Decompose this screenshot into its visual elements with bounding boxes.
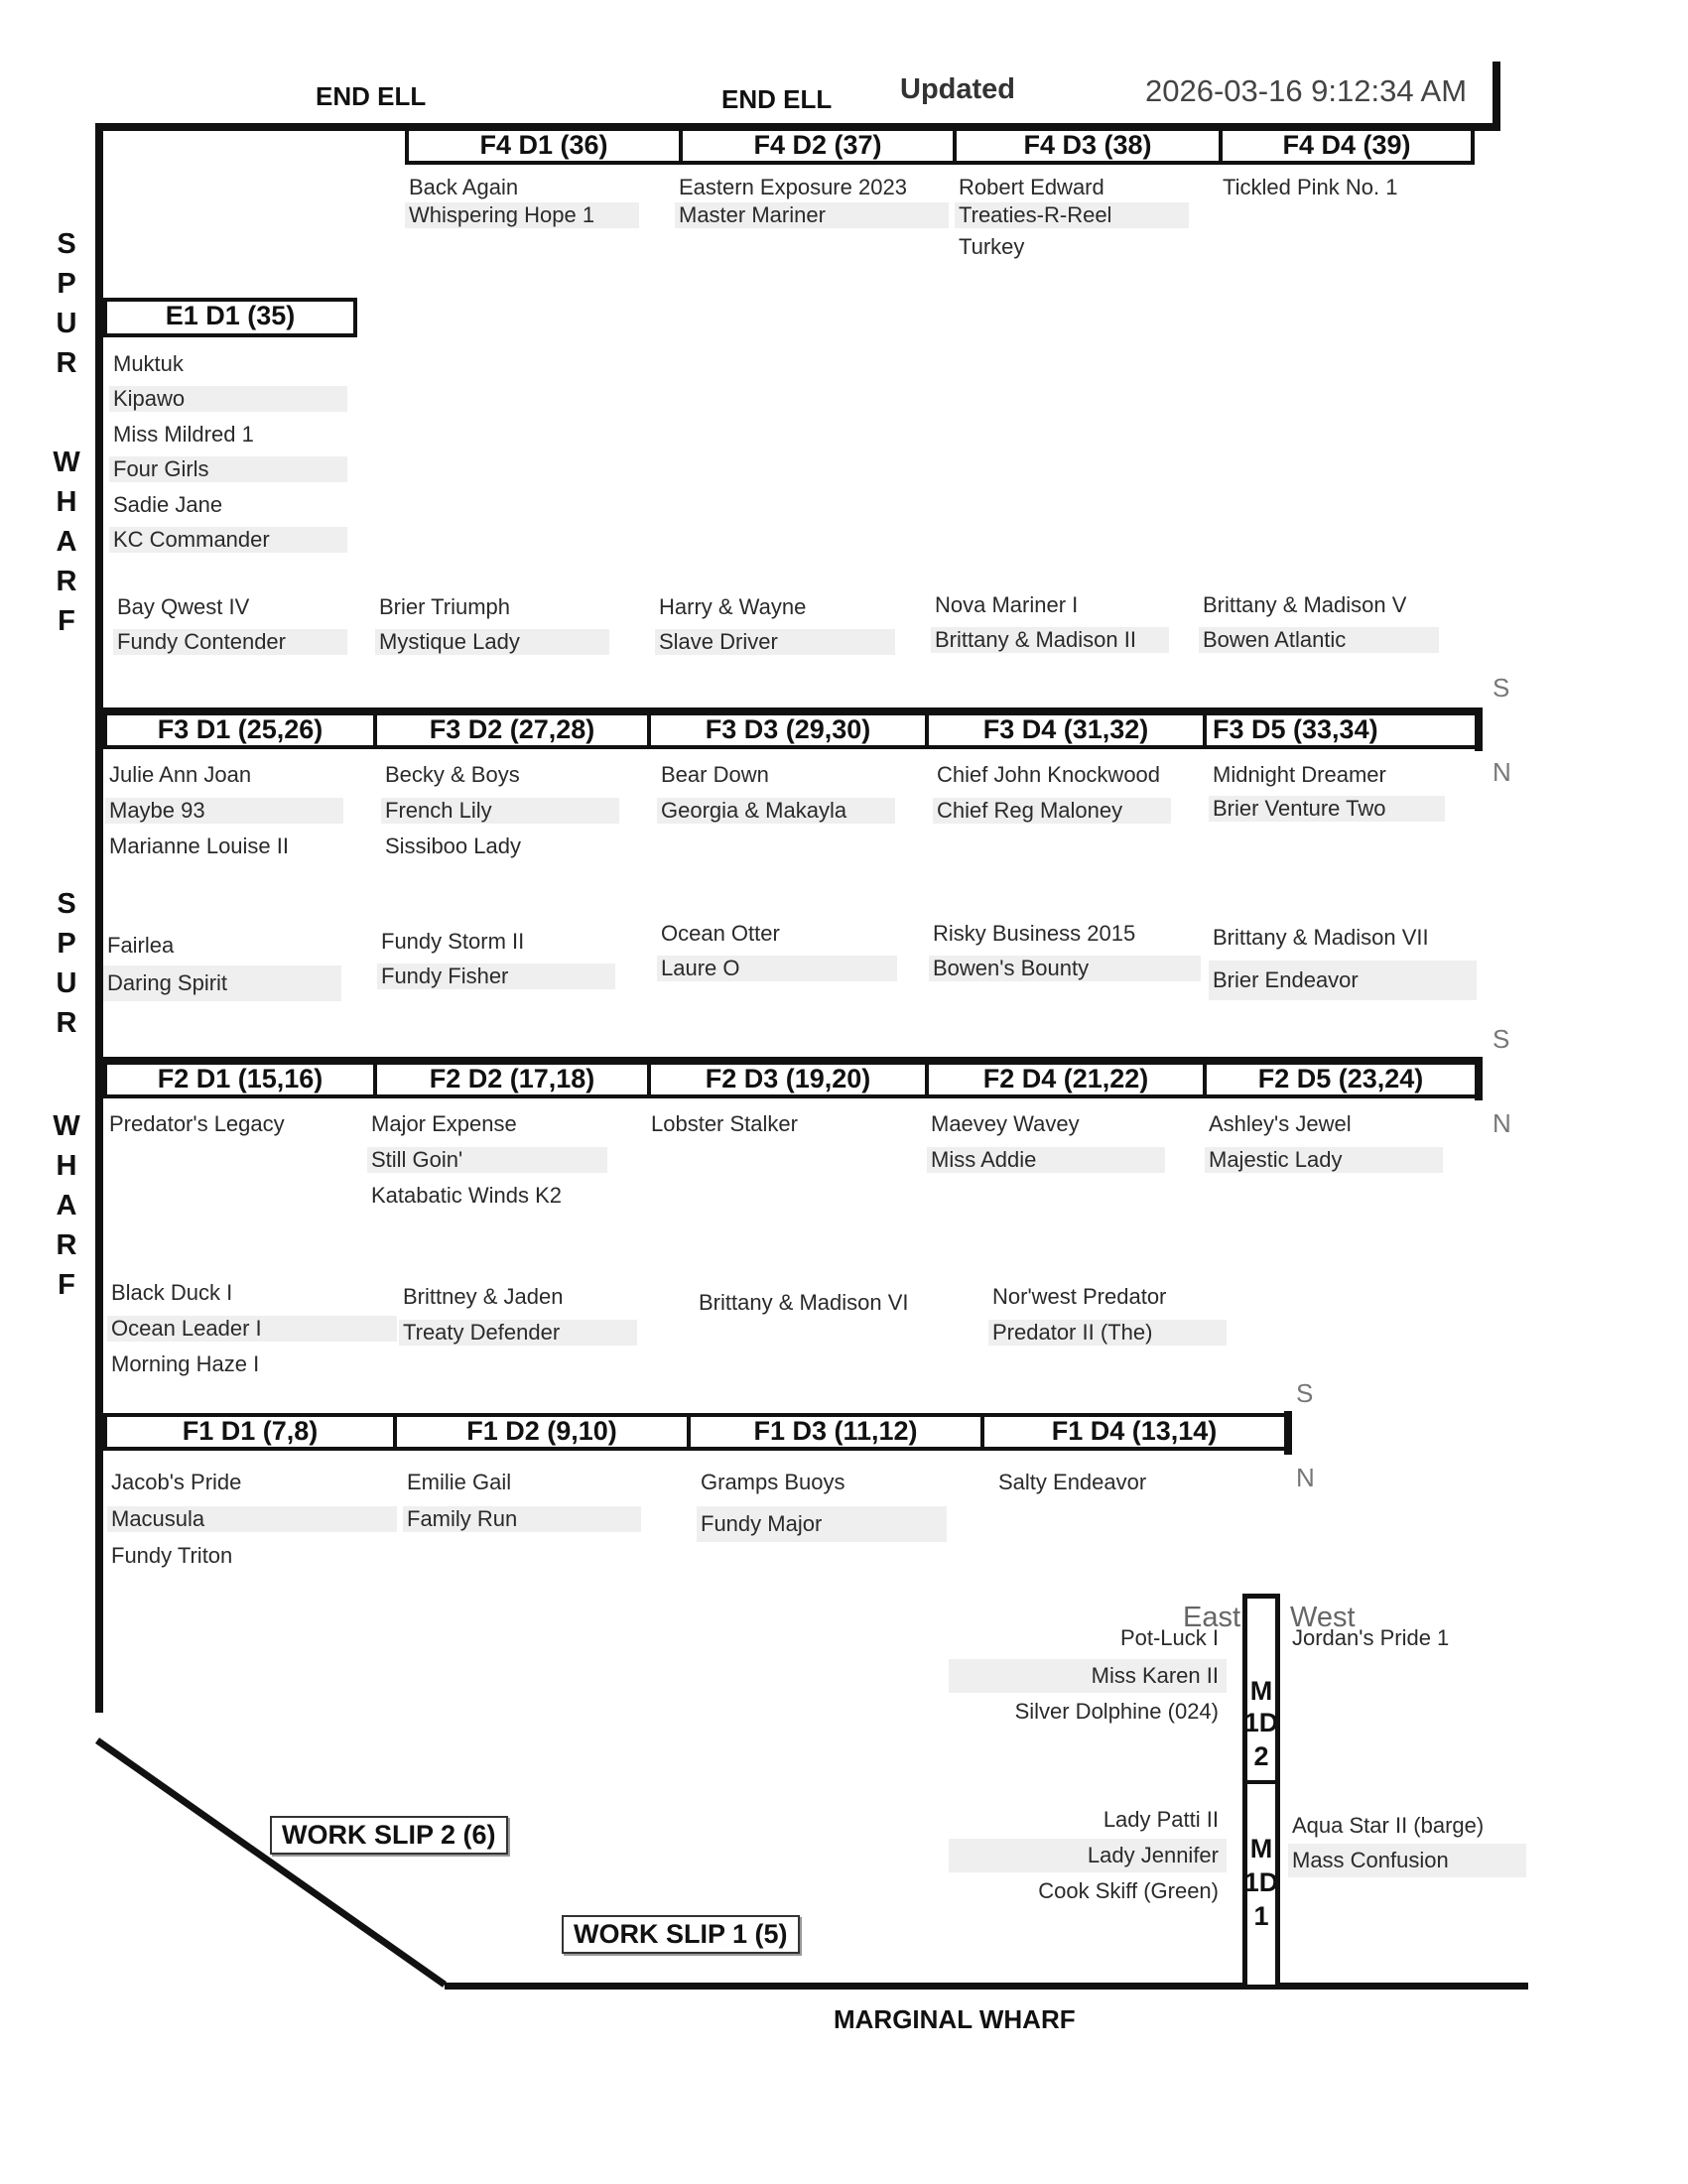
boat-f2s-c4-2: Miss Addie — [927, 1147, 1165, 1173]
boat-f4d1-2: Whispering Hope 1 — [405, 202, 639, 228]
north-marker-f3: N — [1493, 757, 1511, 787]
boat-m1d2-east-3: Silver Dolphine (024) — [1014, 1699, 1219, 1724]
boat-f3s-c5-1: Midnight Dreamer — [1213, 762, 1386, 787]
north-marker-f1: N — [1296, 1463, 1315, 1492]
south-marker-f2: S — [1493, 1024, 1510, 1054]
end-ell-right-label: END ELL — [721, 84, 833, 114]
slot-e1d1[interactable]: E1 D1 (35) — [103, 298, 357, 337]
letter: R — [56, 566, 77, 597]
diagonal-wharf-edge — [89, 1736, 456, 1994]
slot-f3d5[interactable]: F3 D5 (33,34) — [1203, 711, 1479, 749]
boat-f3s-c1-1: Julie Ann Joan — [109, 762, 252, 787]
marginal-wharf-title: MARGINAL WHARF — [834, 2004, 1076, 2034]
boat-f4d3-2: Treaties-R-Reel — [955, 202, 1189, 228]
letter: F — [58, 1269, 75, 1301]
boat-f2s-c2-1: Major Expense — [371, 1111, 517, 1136]
boat-e1d1-4: Four Girls — [109, 456, 347, 482]
boat-f4d4-1: Tickled Pink No. 1 — [1223, 175, 1398, 199]
boat-f2n-c2-1: Fundy Storm II — [381, 929, 525, 954]
boat-f3n-c1-1: Bay Qwest IV — [117, 594, 250, 619]
spur-wharf-label-lower — [52, 888, 81, 1309]
slot-f4d1[interactable]: F4 D1 (36) — [405, 127, 683, 165]
slot-f2d1[interactable]: F2 D1 (15,16) — [103, 1061, 377, 1098]
boat-f2n-c4-1: Risky Business 2015 — [933, 921, 1136, 946]
north-marker-f2: N — [1493, 1108, 1511, 1138]
boat-f2s-c2-3: Katabatic Winds K2 — [371, 1183, 562, 1208]
end-ell-left-label: END ELL — [316, 81, 427, 111]
boat-f3n-c3-1: Harry & Wayne — [659, 594, 807, 619]
letter: R — [56, 1007, 77, 1039]
boat-f2n-c3-1: Ocean Otter — [661, 921, 780, 946]
letter: R — [56, 1229, 77, 1261]
boat-f2s-c2-2: Still Goin' — [367, 1147, 607, 1173]
boat-f4d2-1: Eastern Exposure 2023 — [679, 175, 907, 199]
boat-f3n-c1-2: Fundy Contender — [113, 629, 347, 655]
boat-f3n-c2-2: Mystique Lady — [375, 629, 609, 655]
m1d1-box[interactable] — [1242, 1784, 1280, 1985]
boat-f1n-c1-3: Morning Haze I — [111, 1351, 260, 1376]
boat-f1n-c2-1: Brittney & Jaden — [403, 1284, 564, 1309]
spur-wharf-label-upper — [52, 228, 81, 645]
boat-f1n-c2-2: Treaty Defender — [399, 1320, 637, 1346]
boat-e1d1-1: Muktuk — [113, 351, 184, 376]
west-label: West — [1290, 1602, 1356, 1633]
boat-f3s-c4-1: Chief John Knockwood — [937, 762, 1161, 787]
boat-f3n-c2-1: Brier Triumph — [379, 594, 511, 619]
boat-f1s-c3-2: Fundy Major — [697, 1506, 947, 1542]
boat-f4d1-1: Back Again — [409, 175, 519, 199]
m1d1-label-2: 1D — [1243, 1867, 1279, 1897]
south-marker-f1: S — [1296, 1378, 1314, 1408]
boat-f2s-c1-1: Predator's Legacy — [109, 1111, 285, 1136]
updated-timestamp: 2026-03-16 9:12:34 AM — [1145, 73, 1468, 108]
letter: R — [56, 347, 77, 379]
letter: S — [57, 228, 76, 260]
boat-m1d2-west-1: Jordan's Pride 1 — [1292, 1625, 1450, 1650]
letter: P — [57, 268, 76, 300]
m1d2-label-2: 1D — [1243, 1708, 1279, 1737]
letter: S — [57, 888, 76, 920]
slot-f2d4[interactable]: F2 D4 (21,22) — [925, 1061, 1207, 1098]
boat-f3s-c3-1: Bear Down — [661, 762, 769, 787]
south-marker-f3: S — [1493, 673, 1510, 703]
letter: H — [56, 1150, 77, 1182]
letter: A — [56, 526, 77, 558]
boat-m1d2-east-1: Pot-Luck I — [1119, 1625, 1219, 1650]
boat-f1n-c1-2: Ocean Leader I — [107, 1316, 397, 1342]
slot-f1d2[interactable]: F1 D2 (9,10) — [393, 1413, 691, 1451]
boat-f2s-c4-1: Maevey Wavey — [931, 1111, 1080, 1136]
boat-f4d2-2: Master Mariner — [675, 202, 949, 228]
slot-f2d3[interactable]: F2 D3 (19,20) — [647, 1061, 929, 1098]
boat-f3s-c2-2: French Lily — [381, 798, 619, 824]
boat-f2n-c5-1: Brittany & Madison VII — [1213, 925, 1429, 950]
boat-f1s-c1-3: Fundy Triton — [111, 1543, 233, 1568]
letter: W — [53, 1110, 80, 1142]
boat-m1d2-east-2: Miss Karen II — [949, 1659, 1227, 1693]
boat-f1s-c1-2: Macusula — [107, 1506, 397, 1532]
boat-f2n-c1-2: Daring Spirit — [103, 965, 341, 1001]
boat-f1s-c3-1: Gramps Buoys — [701, 1470, 845, 1494]
letter: W — [53, 447, 80, 478]
boat-e1d1-6: KC Commander — [109, 527, 347, 553]
slot-f3d3[interactable]: F3 D3 (29,30) — [647, 711, 929, 749]
boat-f3n-c4-1: Nova Mariner I — [935, 592, 1079, 617]
boat-f1n-c4-2: Predator II (The) — [988, 1320, 1227, 1346]
boat-f3s-c4-2: Chief Reg Maloney — [933, 798, 1171, 824]
boat-f3s-c1-2: Maybe 93 — [105, 798, 343, 824]
boat-f4d3-3: Turkey — [959, 234, 1025, 259]
boat-m1d1-east-2: Lady Jennifer — [949, 1839, 1227, 1872]
boat-f1n-c1-1: Black Duck I — [111, 1280, 233, 1305]
boat-f3s-c1-3: Marianne Louise II — [109, 834, 289, 858]
slot-f1d4[interactable]: F1 D4 (13,14) — [980, 1413, 1288, 1451]
boat-f2n-c3-2: Laure O — [657, 956, 897, 981]
boat-f4d3-1: Robert Edward — [959, 175, 1104, 199]
work-slip-1[interactable]: WORK SLIP 1 (5) — [562, 1915, 800, 1954]
top-dock-end-post — [1493, 62, 1500, 131]
letter: U — [56, 967, 77, 999]
boat-e1d1-2: Kipawo — [109, 386, 347, 412]
slot-f1d3[interactable]: F1 D3 (11,12) — [687, 1413, 984, 1451]
boat-f1n-c4-1: Nor'west Predator — [992, 1284, 1167, 1309]
slot-f4d2[interactable]: F4 D2 (37) — [679, 127, 957, 165]
boat-e1d1-3: Miss Mildred 1 — [113, 422, 254, 447]
boat-m1d1-east-3: Cook Skiff (Green) — [1038, 1878, 1219, 1903]
slot-f3d2[interactable]: F3 D2 (27,28) — [373, 711, 651, 749]
m1d1-label-3: 1 — [1253, 1901, 1269, 1931]
boat-f1s-c4-1: Salty Endeavor — [998, 1470, 1147, 1494]
slot-f2d2[interactable]: F2 D2 (17,18) — [373, 1061, 651, 1098]
boat-f3n-c3-2: Slave Driver — [655, 629, 895, 655]
boat-f2n-c5-2: Brier Endeavor — [1209, 961, 1477, 1000]
letter: P — [57, 928, 76, 960]
slot-f3d1[interactable]: F3 D1 (25,26) — [103, 711, 377, 749]
work-slip-2[interactable]: WORK SLIP 2 (6) — [270, 1816, 508, 1855]
m1d1-label-1: M — [1249, 1834, 1273, 1863]
boat-f1s-c2-2: Family Run — [403, 1506, 641, 1532]
letter: F — [58, 605, 75, 637]
slot-f1d1[interactable]: F1 D1 (7,8) — [103, 1413, 397, 1451]
boat-f2s-c5-2: Majestic Lady — [1205, 1147, 1443, 1173]
boat-f3n-c4-2: Brittany & Madison II — [931, 627, 1169, 653]
boat-f3s-c2-3: Sissiboo Lady — [385, 834, 521, 858]
boat-f3n-c5-2: Bowen Atlantic — [1199, 627, 1439, 653]
boat-f2n-c1-1: Fairlea — [107, 933, 175, 958]
boat-f3n-c5-1: Brittany & Madison V — [1203, 592, 1407, 617]
slot-f4d3[interactable]: F4 D3 (38) — [953, 127, 1223, 165]
m1d2-label-3: 2 — [1253, 1741, 1269, 1771]
boat-f3s-c3-2: Georgia & Makayla — [657, 798, 895, 824]
boat-f2n-c2-2: Fundy Fisher — [377, 964, 615, 989]
boat-m1d1-west-2: Mass Confusion — [1288, 1844, 1526, 1877]
letter: H — [56, 486, 77, 518]
slot-f4d4[interactable]: F4 D4 (39) — [1219, 127, 1475, 165]
letter: U — [56, 308, 77, 339]
letter: A — [56, 1190, 77, 1221]
boat-f3s-c2-1: Becky & Boys — [385, 762, 520, 787]
boat-f2s-c5-1: Ashley's Jewel — [1209, 1111, 1352, 1136]
boat-f3s-c5-2: Brier Venture Two — [1209, 796, 1445, 822]
boat-m1d1-east-1: Lady Patti II — [1103, 1807, 1219, 1832]
marginal-wharf-line — [445, 1983, 1528, 1990]
boat-e1d1-5: Sadie Jane — [113, 492, 223, 517]
updated-label: Updated — [900, 73, 1015, 105]
slot-f2d5[interactable]: F2 D5 (23,24) — [1203, 1061, 1479, 1098]
boat-f2n-c4-2: Bowen's Bounty — [929, 956, 1201, 981]
m1d2-box[interactable] — [1242, 1594, 1280, 1782]
boat-f1s-c1-1: Jacob's Pride — [111, 1470, 242, 1494]
boat-f1n-c3-1: Brittany & Madison VI — [699, 1290, 909, 1315]
m1d2-label-1: M — [1249, 1676, 1273, 1706]
slot-f3d4[interactable]: F3 D4 (31,32) — [925, 711, 1207, 749]
spur-wharf-main-line — [95, 123, 103, 1713]
boat-m1d1-west-1: Aqua Star II (barge) — [1292, 1813, 1485, 1838]
boat-f1s-c2-1: Emilie Gail — [407, 1470, 512, 1494]
boat-f2s-c3-1: Lobster Stalker — [651, 1111, 798, 1136]
east-label: East — [1183, 1602, 1241, 1633]
